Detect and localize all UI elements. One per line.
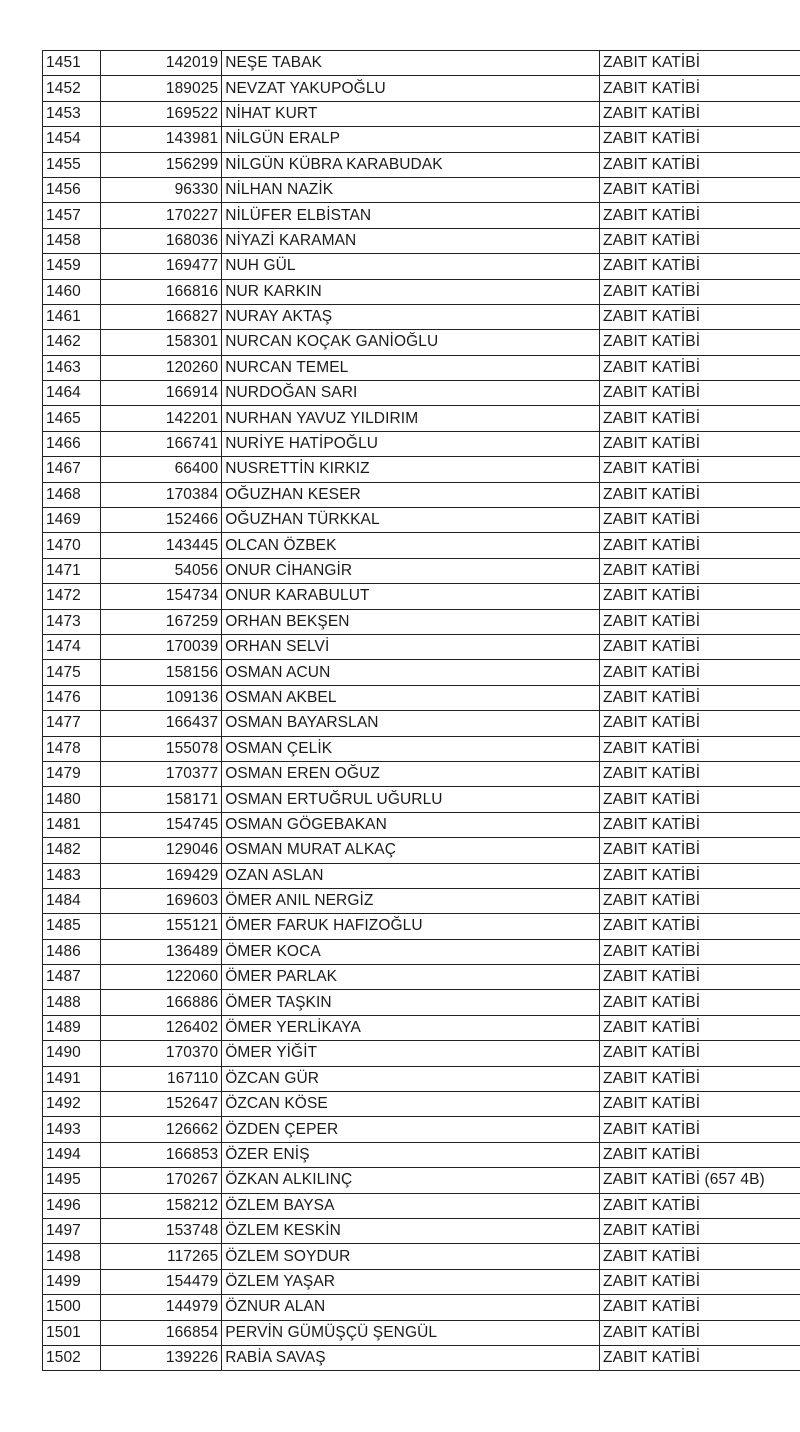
registry-number-cell: 152466	[101, 508, 222, 533]
registry-number-cell: 117265	[101, 1244, 222, 1269]
row-number-cell: 1452	[43, 76, 101, 101]
full-name-cell: ÖMER ANIL NERGİZ	[222, 888, 600, 913]
row-number-cell: 1484	[43, 888, 101, 913]
registry-number-cell: 169429	[101, 863, 222, 888]
table-row	[43, 914, 800, 939]
job-title-cell: ZABIT KATİBİ	[600, 431, 800, 456]
table-row	[43, 812, 800, 837]
registry-number-cell: 153748	[101, 1218, 222, 1243]
table-row	[43, 634, 800, 659]
job-title-cell: ZABIT KATİBİ	[600, 1193, 800, 1218]
table-row	[43, 508, 800, 533]
registry-number-cell: 167259	[101, 609, 222, 634]
row-number-cell: 1483	[43, 863, 101, 888]
registry-number-cell: 170227	[101, 203, 222, 228]
job-title-cell: ZABIT KATİBİ	[600, 584, 800, 609]
job-title-cell: ZABIT KATİBİ	[600, 1269, 800, 1294]
job-title-cell: ZABIT KATİBİ	[600, 279, 800, 304]
job-title-cell: ZABIT KATİBİ	[600, 76, 800, 101]
table-row	[43, 1168, 800, 1193]
job-title-cell: ZABIT KATİBİ	[600, 711, 800, 736]
job-title-cell: ZABIT KATİBİ	[600, 203, 800, 228]
table-row	[43, 203, 800, 228]
row-number-cell: 1476	[43, 685, 101, 710]
job-title-cell: ZABIT KATİBİ	[600, 609, 800, 634]
registry-number-cell: 126402	[101, 1015, 222, 1040]
row-number-cell: 1494	[43, 1142, 101, 1167]
row-number-cell: 1477	[43, 711, 101, 736]
job-title-cell: ZABIT KATİBİ	[600, 304, 800, 329]
full-name-cell: NİLHAN NAZİK	[222, 177, 600, 202]
full-name-cell: ÖZCAN GÜR	[222, 1066, 600, 1091]
registry-number-cell: 142201	[101, 406, 222, 431]
row-number-cell: 1489	[43, 1015, 101, 1040]
job-title-cell: ZABIT KATİBİ	[600, 1244, 800, 1269]
full-name-cell: ÖZLEM KESKİN	[222, 1218, 600, 1243]
full-name-cell: NİLGÜN ERALP	[222, 127, 600, 152]
full-name-cell: ÖZNUR ALAN	[222, 1295, 600, 1320]
full-name-cell: OSMAN ÇELİK	[222, 736, 600, 761]
row-number-cell: 1492	[43, 1092, 101, 1117]
job-title-cell: ZABIT KATİBİ (657 4B)	[600, 1168, 800, 1193]
full-name-cell: OĞUZHAN TÜRKKAL	[222, 508, 600, 533]
registry-number-cell: 139226	[101, 1345, 222, 1370]
registry-number-cell: 168036	[101, 228, 222, 253]
table-row	[43, 761, 800, 786]
table-row	[43, 1218, 800, 1243]
full-name-cell: ÖZCAN KÖSE	[222, 1092, 600, 1117]
row-number-cell: 1493	[43, 1117, 101, 1142]
job-title-cell: ZABIT KATİBİ	[600, 1117, 800, 1142]
table-row	[43, 101, 800, 126]
job-title-cell: ZABIT KATİBİ	[600, 1320, 800, 1345]
table-row	[43, 152, 800, 177]
job-title-cell: ZABIT KATİBİ	[600, 558, 800, 583]
row-number-cell: 1460	[43, 279, 101, 304]
job-title-cell: ZABIT KATİBİ	[600, 482, 800, 507]
job-title-cell: ZABIT KATİBİ	[600, 787, 800, 812]
row-number-cell: 1479	[43, 761, 101, 786]
registry-number-cell: 166741	[101, 431, 222, 456]
job-title-cell: ZABIT KATİBİ	[600, 457, 800, 482]
row-number-cell: 1474	[43, 634, 101, 659]
registry-number-cell: 158156	[101, 660, 222, 685]
full-name-cell: NURCAN KOÇAK GANİOĞLU	[222, 330, 600, 355]
full-name-cell: PERVİN GÜMÜŞÇÜ ŞENGÜL	[222, 1320, 600, 1345]
registry-number-cell: 170039	[101, 634, 222, 659]
table-row	[43, 279, 800, 304]
full-name-cell: OSMAN ERTUĞRUL UĞURLU	[222, 787, 600, 812]
row-number-cell: 1482	[43, 838, 101, 863]
job-title-cell: ZABIT KATİBİ	[600, 660, 800, 685]
registry-number-cell: 166886	[101, 990, 222, 1015]
table-row	[43, 355, 800, 380]
registry-number-cell: 166437	[101, 711, 222, 736]
row-number-cell: 1497	[43, 1218, 101, 1243]
registry-number-cell: 96330	[101, 177, 222, 202]
registry-number-cell: 158212	[101, 1193, 222, 1218]
row-number-cell: 1462	[43, 330, 101, 355]
registry-number-cell: 166816	[101, 279, 222, 304]
row-number-cell: 1485	[43, 914, 101, 939]
document-page	[42, 50, 800, 1371]
table-row	[43, 584, 800, 609]
table-row	[43, 177, 800, 202]
table-row	[43, 736, 800, 761]
table-row	[43, 1244, 800, 1269]
table-row	[43, 482, 800, 507]
table-row	[43, 939, 800, 964]
registry-number-cell: 144979	[101, 1295, 222, 1320]
full-name-cell: NEŞE TABAK	[222, 51, 600, 76]
registry-number-cell: 166827	[101, 304, 222, 329]
registry-number-cell: 166853	[101, 1142, 222, 1167]
table-row	[43, 127, 800, 152]
table-row	[43, 1193, 800, 1218]
table-row	[43, 1117, 800, 1142]
table-row	[43, 787, 800, 812]
full-name-cell: OĞUZHAN KESER	[222, 482, 600, 507]
registry-number-cell: 166854	[101, 1320, 222, 1345]
full-name-cell: NUSRETTİN KIRKIZ	[222, 457, 600, 482]
job-title-cell: ZABIT KATİBİ	[600, 254, 800, 279]
full-name-cell: RABİA SAVAŞ	[222, 1345, 600, 1370]
job-title-cell: ZABIT KATİBİ	[600, 914, 800, 939]
job-title-cell: ZABIT KATİBİ	[600, 381, 800, 406]
table-row	[43, 558, 800, 583]
row-number-cell: 1459	[43, 254, 101, 279]
job-title-cell: ZABIT KATİBİ	[600, 812, 800, 837]
full-name-cell: NİLÜFER ELBİSTAN	[222, 203, 600, 228]
registry-number-cell: 167110	[101, 1066, 222, 1091]
registry-number-cell: 143981	[101, 127, 222, 152]
full-name-cell: OZAN ASLAN	[222, 863, 600, 888]
registry-number-cell: 158301	[101, 330, 222, 355]
job-title-cell: ZABIT KATİBİ	[600, 990, 800, 1015]
full-name-cell: ÖMER PARLAK	[222, 965, 600, 990]
table-row	[43, 1092, 800, 1117]
full-name-cell: NURCAN TEMEL	[222, 355, 600, 380]
full-name-cell: OSMAN AKBEL	[222, 685, 600, 710]
row-number-cell: 1475	[43, 660, 101, 685]
row-number-cell: 1495	[43, 1168, 101, 1193]
registry-number-cell: 66400	[101, 457, 222, 482]
row-number-cell: 1451	[43, 51, 101, 76]
full-name-cell: NUH GÜL	[222, 254, 600, 279]
registry-number-cell: 170267	[101, 1168, 222, 1193]
full-name-cell: NİYAZİ KARAMAN	[222, 228, 600, 253]
full-name-cell: NURHAN YAVUZ YILDIRIM	[222, 406, 600, 431]
table-row	[43, 431, 800, 456]
row-number-cell: 1478	[43, 736, 101, 761]
full-name-cell: NURİYE HATİPOĞLU	[222, 431, 600, 456]
job-title-cell: ZABIT KATİBİ	[600, 1345, 800, 1370]
job-title-cell: ZABIT KATİBİ	[600, 1015, 800, 1040]
full-name-cell: ÖZLEM YAŞAR	[222, 1269, 600, 1294]
row-number-cell: 1466	[43, 431, 101, 456]
job-title-cell: ZABIT KATİBİ	[600, 888, 800, 913]
row-number-cell: 1455	[43, 152, 101, 177]
registry-number-cell: 155078	[101, 736, 222, 761]
registry-number-cell: 169603	[101, 888, 222, 913]
full-name-cell: NİLGÜN KÜBRA KARABUDAK	[222, 152, 600, 177]
row-number-cell: 1473	[43, 609, 101, 634]
table-row	[43, 711, 800, 736]
job-title-cell: ZABIT KATİBİ	[600, 152, 800, 177]
full-name-cell: ÖZLEM BAYSA	[222, 1193, 600, 1218]
row-number-cell: 1468	[43, 482, 101, 507]
registry-number-cell: 170370	[101, 1041, 222, 1066]
job-title-cell: ZABIT KATİBİ	[600, 736, 800, 761]
table-row	[43, 1269, 800, 1294]
personnel-table	[42, 50, 800, 1371]
table-row	[43, 660, 800, 685]
registry-number-cell: 154745	[101, 812, 222, 837]
full-name-cell: ÖMER YERLİKAYA	[222, 1015, 600, 1040]
full-name-cell: NEVZAT YAKUPOĞLU	[222, 76, 600, 101]
table-row	[43, 533, 800, 558]
row-number-cell: 1457	[43, 203, 101, 228]
table-row	[43, 406, 800, 431]
job-title-cell: ZABIT KATİBİ	[600, 101, 800, 126]
table-row	[43, 888, 800, 913]
table-row	[43, 381, 800, 406]
job-title-cell: ZABIT KATİBİ	[600, 355, 800, 380]
row-number-cell: 1502	[43, 1345, 101, 1370]
row-number-cell: 1465	[43, 406, 101, 431]
table-row	[43, 304, 800, 329]
row-number-cell: 1487	[43, 965, 101, 990]
row-number-cell: 1470	[43, 533, 101, 558]
job-title-cell: ZABIT KATİBİ	[600, 965, 800, 990]
row-number-cell: 1496	[43, 1193, 101, 1218]
job-title-cell: ZABIT KATİBİ	[600, 863, 800, 888]
row-number-cell: 1498	[43, 1244, 101, 1269]
job-title-cell: ZABIT KATİBİ	[600, 761, 800, 786]
row-number-cell: 1481	[43, 812, 101, 837]
registry-number-cell: 166914	[101, 381, 222, 406]
job-title-cell: ZABIT KATİBİ	[600, 51, 800, 76]
full-name-cell: ÖMER TAŞKIN	[222, 990, 600, 1015]
job-title-cell: ZABIT KATİBİ	[600, 1142, 800, 1167]
full-name-cell: ONUR KARABULUT	[222, 584, 600, 609]
registry-number-cell: 169522	[101, 101, 222, 126]
registry-number-cell: 129046	[101, 838, 222, 863]
row-number-cell: 1469	[43, 508, 101, 533]
row-number-cell: 1488	[43, 990, 101, 1015]
registry-number-cell: 155121	[101, 914, 222, 939]
job-title-cell: ZABIT KATİBİ	[600, 177, 800, 202]
personnel-table-body	[43, 51, 800, 1371]
registry-number-cell: 154479	[101, 1269, 222, 1294]
row-number-cell: 1480	[43, 787, 101, 812]
job-title-cell: ZABIT KATİBİ	[600, 330, 800, 355]
table-row	[43, 1345, 800, 1370]
table-row	[43, 330, 800, 355]
full-name-cell: OSMAN BAYARSLAN	[222, 711, 600, 736]
row-number-cell: 1471	[43, 558, 101, 583]
full-name-cell: ÖZER ENİŞ	[222, 1142, 600, 1167]
row-number-cell: 1458	[43, 228, 101, 253]
table-row	[43, 1142, 800, 1167]
job-title-cell: ZABIT KATİBİ	[600, 1295, 800, 1320]
registry-number-cell: 136489	[101, 939, 222, 964]
table-row	[43, 1066, 800, 1091]
table-row	[43, 228, 800, 253]
full-name-cell: OLCAN ÖZBEK	[222, 533, 600, 558]
registry-number-cell: 156299	[101, 152, 222, 177]
table-row	[43, 685, 800, 710]
row-number-cell: 1490	[43, 1041, 101, 1066]
job-title-cell: ZABIT KATİBİ	[600, 127, 800, 152]
table-row	[43, 990, 800, 1015]
row-number-cell: 1463	[43, 355, 101, 380]
registry-number-cell: 122060	[101, 965, 222, 990]
table-row	[43, 457, 800, 482]
job-title-cell: ZABIT KATİBİ	[600, 228, 800, 253]
row-number-cell: 1491	[43, 1066, 101, 1091]
full-name-cell: ÖMER YİĞİT	[222, 1041, 600, 1066]
full-name-cell: ONUR CİHANGİR	[222, 558, 600, 583]
full-name-cell: NUR KARKIN	[222, 279, 600, 304]
full-name-cell: OSMAN ACUN	[222, 660, 600, 685]
job-title-cell: ZABIT KATİBİ	[600, 1041, 800, 1066]
registry-number-cell: 189025	[101, 76, 222, 101]
job-title-cell: ZABIT KATİBİ	[600, 838, 800, 863]
registry-number-cell: 158171	[101, 787, 222, 812]
job-title-cell: ZABIT KATİBİ	[600, 533, 800, 558]
table-row	[43, 863, 800, 888]
job-title-cell: ZABIT KATİBİ	[600, 508, 800, 533]
full-name-cell: ÖMER FARUK HAFIZOĞLU	[222, 914, 600, 939]
row-number-cell: 1500	[43, 1295, 101, 1320]
registry-number-cell: 126662	[101, 1117, 222, 1142]
row-number-cell: 1501	[43, 1320, 101, 1345]
row-number-cell: 1467	[43, 457, 101, 482]
registry-number-cell: 154734	[101, 584, 222, 609]
table-row	[43, 1295, 800, 1320]
row-number-cell: 1486	[43, 939, 101, 964]
registry-number-cell: 170384	[101, 482, 222, 507]
job-title-cell: ZABIT KATİBİ	[600, 685, 800, 710]
full-name-cell: OSMAN EREN OĞUZ	[222, 761, 600, 786]
job-title-cell: ZABIT KATİBİ	[600, 939, 800, 964]
full-name-cell: OSMAN GÖGEBAKAN	[222, 812, 600, 837]
job-title-cell: ZABIT KATİBİ	[600, 634, 800, 659]
full-name-cell: NURAY AKTAŞ	[222, 304, 600, 329]
table-row	[43, 1015, 800, 1040]
registry-number-cell: 143445	[101, 533, 222, 558]
full-name-cell: ORHAN SELVİ	[222, 634, 600, 659]
row-number-cell: 1499	[43, 1269, 101, 1294]
full-name-cell: ORHAN BEKŞEN	[222, 609, 600, 634]
full-name-cell: NURDOĞAN SARI	[222, 381, 600, 406]
row-number-cell: 1461	[43, 304, 101, 329]
row-number-cell: 1453	[43, 101, 101, 126]
full-name-cell: ÖMER KOCA	[222, 939, 600, 964]
registry-number-cell: 142019	[101, 51, 222, 76]
registry-number-cell: 152647	[101, 1092, 222, 1117]
registry-number-cell: 170377	[101, 761, 222, 786]
table-row	[43, 838, 800, 863]
job-title-cell: ZABIT KATİBİ	[600, 1092, 800, 1117]
registry-number-cell: 54056	[101, 558, 222, 583]
table-row	[43, 51, 800, 76]
table-row	[43, 1041, 800, 1066]
registry-number-cell: 109136	[101, 685, 222, 710]
full-name-cell: OSMAN MURAT ALKAÇ	[222, 838, 600, 863]
full-name-cell: ÖZDEN ÇEPER	[222, 1117, 600, 1142]
row-number-cell: 1454	[43, 127, 101, 152]
table-row	[43, 965, 800, 990]
job-title-cell: ZABIT KATİBİ	[600, 1218, 800, 1243]
table-row	[43, 254, 800, 279]
full-name-cell: ÖZLEM SOYDUR	[222, 1244, 600, 1269]
table-row	[43, 1320, 800, 1345]
registry-number-cell: 120260	[101, 355, 222, 380]
full-name-cell: ÖZKAN ALKILINÇ	[222, 1168, 600, 1193]
table-row	[43, 76, 800, 101]
job-title-cell: ZABIT KATİBİ	[600, 1066, 800, 1091]
registry-number-cell: 169477	[101, 254, 222, 279]
row-number-cell: 1456	[43, 177, 101, 202]
row-number-cell: 1464	[43, 381, 101, 406]
table-row	[43, 609, 800, 634]
row-number-cell: 1472	[43, 584, 101, 609]
job-title-cell: ZABIT KATİBİ	[600, 406, 800, 431]
full-name-cell: NİHAT KURT	[222, 101, 600, 126]
